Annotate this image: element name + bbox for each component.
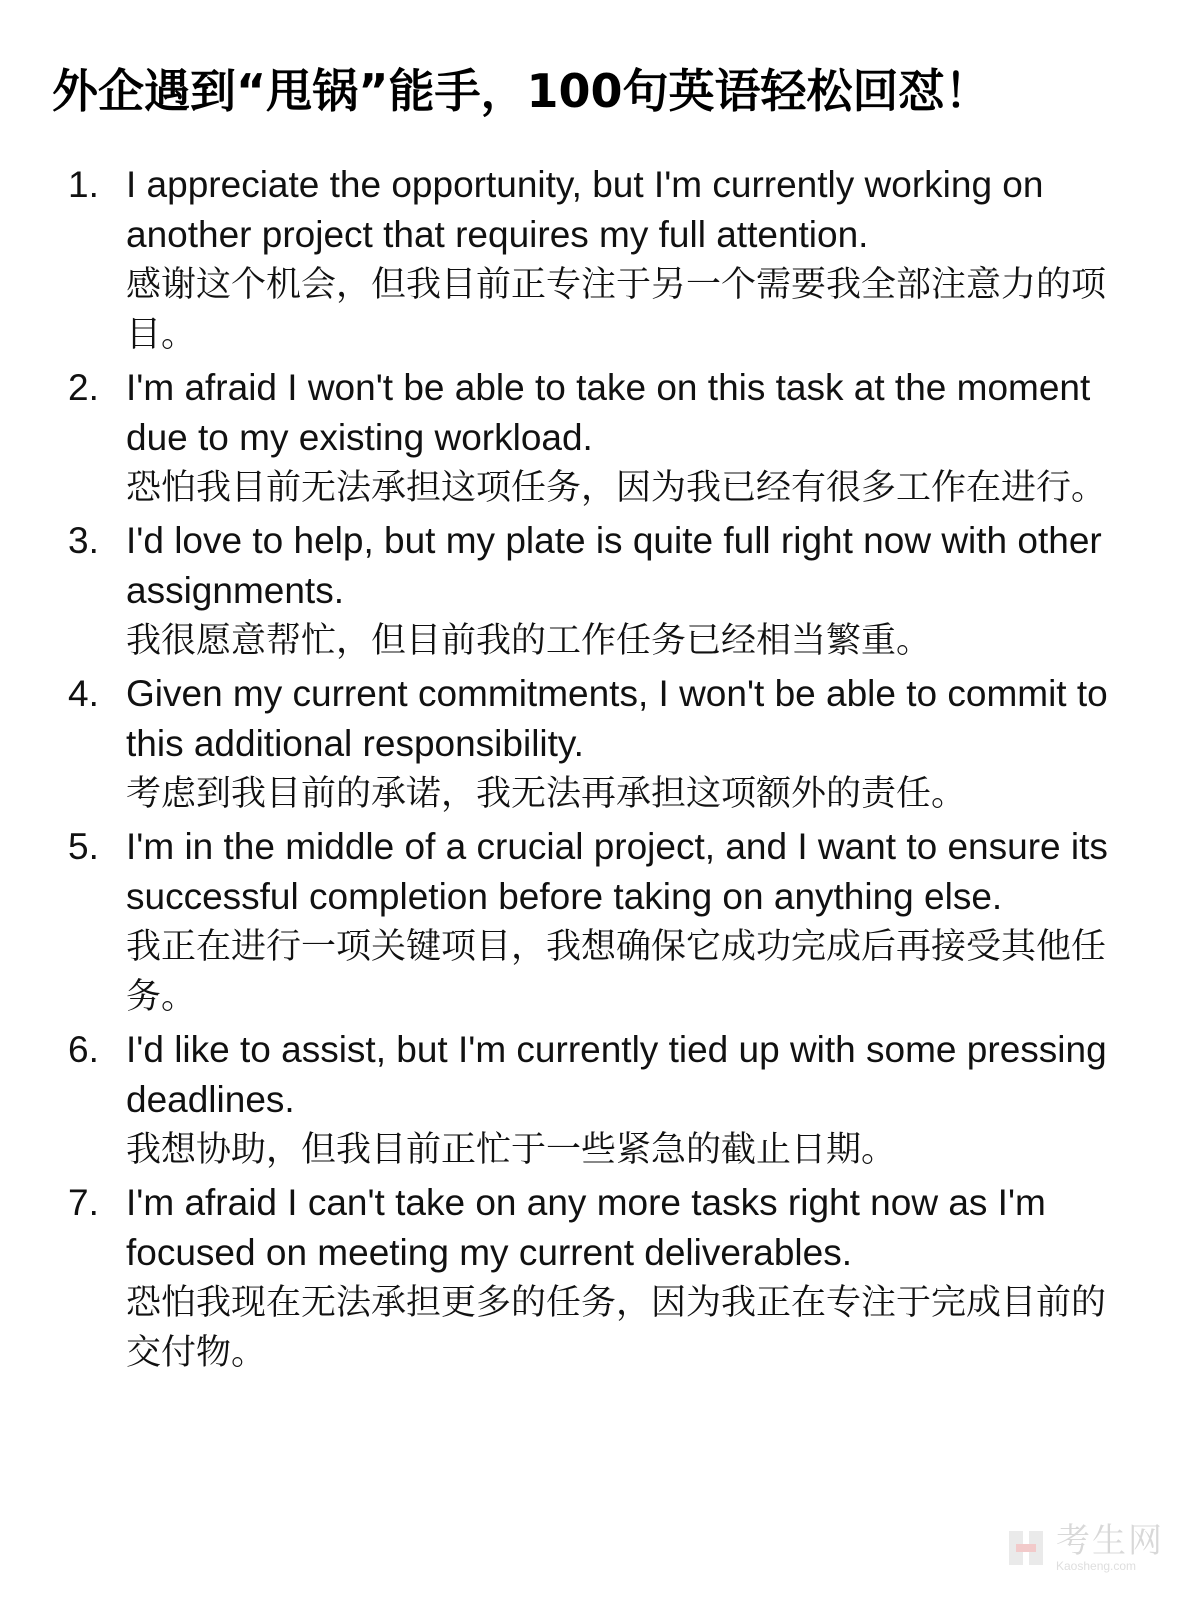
item-number: 4. xyxy=(68,673,99,714)
english-sentence: I'm in the middle of a crucial project, and I want to ensure its successful completion before taking on anything else. xyxy=(126,826,1108,917)
list-item xyxy=(0,1025,1200,1175)
english-sentence: I'm afraid I won't be able to take on this task at the moment due to my existing workload. xyxy=(126,367,1091,458)
list-item xyxy=(0,363,1200,513)
item-number: 5. xyxy=(68,826,99,867)
watermark-name: 考生网 xyxy=(1056,1521,1164,1561)
english-sentence: I'd love to help, but my plate is quite full right now with other assignments. xyxy=(126,520,1102,611)
watermark xyxy=(1006,1521,1164,1573)
chinese-translation: 我想协助，但我目前正忙于一些紧急的截止日期。 xyxy=(126,1130,897,1170)
list-item xyxy=(0,822,1200,1022)
phrase-list xyxy=(0,160,1200,1381)
english-sentence: I'm afraid I can't take on any more tasks right now as I'm focused on meeting my current deliverables. xyxy=(126,1182,1046,1273)
watermark-url: Kaosheng.com xyxy=(1056,1559,1137,1573)
english-sentence: I'd like to assist, but I'm currently tied up with some pressing deadlines. xyxy=(126,1029,1107,1120)
page-title: 外企遇到“甩锅”能手，100句英语轻松回怼！ xyxy=(52,64,991,118)
item-number: 7. xyxy=(68,1182,99,1223)
item-number: 6. xyxy=(68,1029,99,1070)
watermark-text xyxy=(1056,1521,1164,1573)
chinese-translation: 恐怕我现在无法承担更多的任务，因为我正在专注于完成目前的交付物。 xyxy=(126,1283,1107,1373)
chinese-translation: 我很愿意帮忙，但目前我的工作任务已经相当繁重。 xyxy=(126,621,932,661)
chinese-translation: 感谢这个机会，但我目前正专注于另一个需要我全部注意力的项目。 xyxy=(126,265,1107,355)
chinese-translation: 我正在进行一项关键项目，我想确保它成功完成后再接受其他任务。 xyxy=(126,927,1107,1017)
chinese-translation: 恐怕我目前无法承担这项任务，因为我已经有很多工作在进行。 xyxy=(126,468,1107,508)
item-number: 1. xyxy=(68,164,99,205)
item-number: 2. xyxy=(68,367,99,408)
english-sentence: I appreciate the opportunity, but I'm currently working on another project that requires my full attention. xyxy=(126,164,1044,255)
list-item xyxy=(0,516,1200,666)
chinese-translation: 考虑到我目前的承诺，我无法再承担这项额外的责任。 xyxy=(126,774,967,814)
kaosheng-logo-icon xyxy=(1006,1528,1046,1568)
list-item xyxy=(0,1178,1200,1378)
english-sentence: Given my current commitments, I won't be able to commit to this additional responsibility. xyxy=(126,673,1108,764)
item-number: 3. xyxy=(68,520,99,561)
list-item xyxy=(0,669,1200,819)
list-item xyxy=(0,160,1200,360)
